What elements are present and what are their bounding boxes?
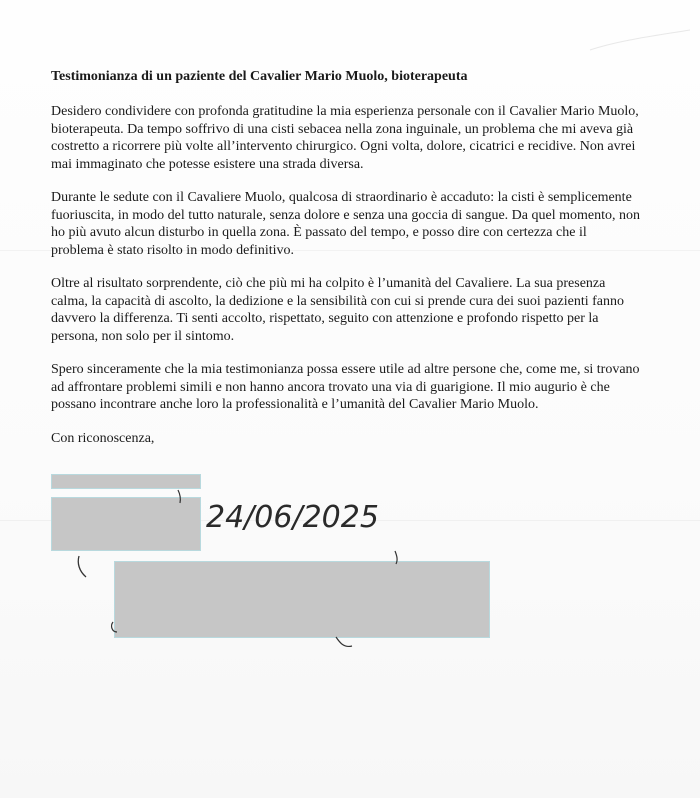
paragraph-2: Durante le sedute con il Cavaliere Muolo, qualcosa di straordinario è accaduto: la cisti è semplicemente fuoriuscita, in modo del tutto naturale, senza dolore e senza una goccia di sangue. Da quel momento, non ho più avuto alcun disturbo in quella zona. È passato del tempo, e posso dire con certezza che il problema è stato risolto in modo definitivo. <box>51 190 640 258</box>
paragraph-4: Spero sinceramente che la mia testimonianza possa essere utile ad altre persone che, come me, si trovano ad affrontare problemi simili e non hanno ancora trovato una via di guarigione. Il mio augurio è che possano incontrare anche loro la professionalità e l’umanità del Cavalier Mario Muolo. <box>51 362 640 412</box>
handwritten-date-svg <box>200 487 400 547</box>
closing-line: Con riconoscenza, <box>51 430 155 446</box>
paragraph-3: Oltre al risultato sorprendente, ciò che più mi ha colpito è l’umanità del Cavaliere. La sua presenza calma, la capacità di ascolto, la dedizione e la sensibilità con cui si prende cura dei suoi pazienti fanno davvero la differenza. Ti senti accolto, rispettato, seguito con attenzione e profondo rispetto per la persona, non solo per il sintomo. <box>51 276 624 344</box>
letter-title: Testimonianza di un paziente del Cavalier Mario Muolo, bioterapeuta <box>51 69 468 84</box>
redaction-signature <box>51 497 201 551</box>
paper-crease <box>590 30 690 50</box>
redaction-address <box>114 561 490 638</box>
letter-body <box>51 68 641 447</box>
redaction-name <box>51 474 201 489</box>
handwritten-date <box>200 487 400 547</box>
paragraph-1: Desidero condividere con profonda gratitudine la mia esperienza personale con il Cavalier Mario Muolo, bioterapeuta. Da tempo soffrivo di una cisti sebacea nella zona inguinale, un problema che mi aveva già costretto a ricorrere più volte all’intervento chirurgico. Ogni volta, dolore, cicatrici e recidive. Non avrei mai immaginato che potesse esistere una strada diversa. <box>51 104 639 172</box>
handwritten-date-text: 24/06/2025 <box>206 500 379 535</box>
pen-stroke <box>336 637 352 646</box>
pen-stroke <box>78 556 86 577</box>
